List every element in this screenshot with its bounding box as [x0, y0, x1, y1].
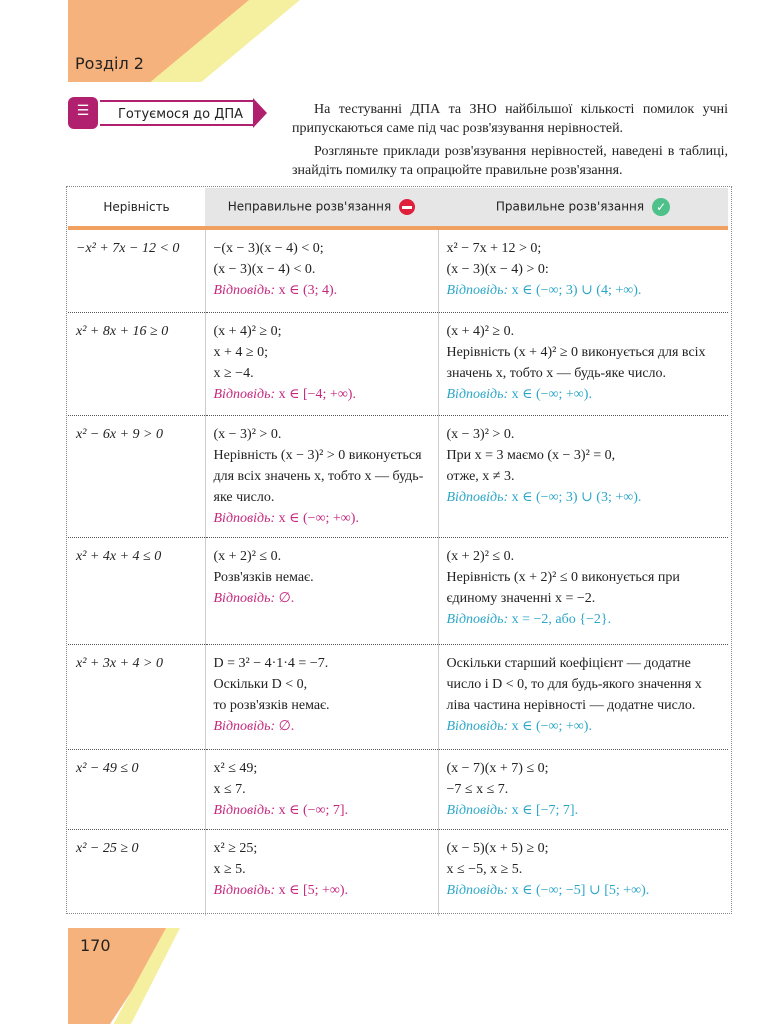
- inequalities-table: [68, 188, 728, 916]
- solution-line: −7 ≤ x ≤ 7.: [446, 781, 509, 797]
- answer-label: Відповідь:: [446, 283, 509, 298]
- right-cell: [438, 749, 728, 829]
- right-cell: [438, 228, 728, 312]
- table-row: [68, 415, 728, 537]
- right-cell: [438, 537, 728, 644]
- solution-line: Оскільки старший коефіцієнт — додатне число і D < 0, то для будь-якого значення x ліва частина нерівності — додатне число.: [446, 655, 702, 713]
- wrong-cell: [205, 312, 438, 415]
- wrong-answer: [214, 716, 430, 737]
- answer-value: x ∈ (−∞; 7].: [278, 802, 349, 818]
- solution-line: x ≤ 7.: [213, 781, 246, 797]
- dpa-label: Готуємося до ДПА: [100, 100, 255, 126]
- answer-value: x ∈ (−∞; +∞).: [278, 510, 359, 526]
- solution-line: Розв'язків немає.: [213, 569, 314, 585]
- inequality-cell: [68, 312, 205, 415]
- answer-value: x ∈ [5; +∞).: [278, 882, 349, 898]
- wrong-answer: [214, 880, 430, 901]
- answer-value: ∅.: [278, 718, 295, 734]
- books-icon: ☰: [76, 104, 90, 119]
- inequality-cell: [68, 537, 205, 644]
- wrong-cell: [205, 644, 438, 749]
- arrow-icon: [253, 98, 267, 128]
- solution-line: Нерівність (x − 3)² > 0 виконується для всіх значень x, тобто x — будь-яке число.: [213, 447, 424, 505]
- intro-text: [292, 100, 728, 184]
- right-answer: [447, 487, 721, 508]
- answer-value: x ∈ (−∞; +∞).: [511, 718, 592, 734]
- books-badge: [68, 97, 98, 129]
- answer-value: x ∈ (−∞; 3) ∪ (4; +∞).: [511, 283, 642, 298]
- inequality-cell: [68, 228, 205, 312]
- solution-line: (x + 4)² ≥ 0;: [213, 323, 282, 339]
- answer-value: x ∈ (−∞; +∞).: [511, 386, 592, 402]
- solution-line: x² ≥ 25;: [213, 840, 258, 856]
- answer-label: Відповідь:: [446, 718, 509, 734]
- wrong-cell: [205, 415, 438, 537]
- inequality-cell: [68, 644, 205, 749]
- solution-line: то розв'язків немає.: [213, 697, 330, 713]
- solution-line: x² − 7x + 12 > 0;: [446, 241, 542, 256]
- answer-label: Відповідь:: [213, 283, 276, 298]
- solution-line: (x − 5)(x + 5) ≥ 0;: [446, 840, 549, 856]
- table-row: [68, 749, 728, 829]
- right-cell: [438, 829, 728, 916]
- wrong-cell: [205, 537, 438, 644]
- wrong-cell: [205, 228, 438, 312]
- answer-label: Відповідь:: [446, 611, 509, 627]
- inequality: x² − 49 ≤ 0: [76, 760, 139, 776]
- solution-line: x + 4 ≥ 0;: [213, 344, 268, 360]
- answer-label: Відповідь:: [213, 510, 276, 526]
- header-text: Правильне розв'язання: [495, 199, 645, 214]
- inequality-cell: [68, 829, 205, 916]
- solution-line: (x − 3)(x − 4) > 0:: [446, 262, 549, 277]
- section-title: Розділ 2: [75, 54, 144, 73]
- right-answer: [447, 800, 721, 821]
- solution-line: (x + 2)² ≤ 0.: [446, 548, 515, 564]
- right-answer: [447, 716, 721, 737]
- table-row: [68, 644, 728, 749]
- solution-line: (x + 2)² ≤ 0.: [213, 548, 282, 564]
- right-cell: [438, 415, 728, 537]
- inequality: −x² + 7x − 12 < 0: [76, 241, 180, 256]
- answer-label: Відповідь:: [213, 802, 276, 818]
- header-wrong: [205, 188, 438, 228]
- inequality: x² − 6x + 9 > 0: [76, 426, 163, 442]
- answer-label: Відповідь:: [446, 489, 509, 505]
- solution-line: (x − 3)(x − 4) < 0.: [213, 262, 316, 277]
- solution-line: Оскільки D < 0,: [213, 676, 308, 692]
- solution-line: отже, x ≠ 3.: [446, 468, 515, 484]
- inequality: x² + 3x + 4 > 0: [76, 655, 163, 671]
- inequality: x² − 25 ≥ 0: [76, 840, 139, 856]
- right-answer: [447, 609, 721, 630]
- answer-value: x ∈ (−∞; 3) ∪ (3; +∞).: [511, 489, 642, 505]
- wrong-answer: [214, 280, 430, 301]
- inequality-cell: [68, 415, 205, 537]
- wrong-cell: [205, 749, 438, 829]
- right-answer: [447, 384, 721, 405]
- wrong-answer: [214, 508, 430, 529]
- right-answer: [447, 280, 721, 301]
- answer-value: x ∈ [−4; +∞).: [278, 386, 356, 402]
- right-cell: [438, 312, 728, 415]
- solution-line: x² ≤ 49;: [213, 760, 258, 776]
- answer-label: Відповідь:: [213, 718, 276, 734]
- right-cell: [438, 644, 728, 749]
- table-row: [68, 537, 728, 644]
- table-row: [68, 829, 728, 916]
- right-answer: [447, 880, 721, 901]
- table-row: [68, 228, 728, 312]
- solution-line: Нерівність (x + 4)² ≥ 0 виконується для всіх значень x, тобто x — будь-яке число.: [446, 344, 706, 381]
- header-text: Неправильне розв'язання: [227, 199, 392, 214]
- answer-label: Відповідь:: [446, 386, 509, 402]
- intro-paragraph: Розгляньте приклади розв'язування нерівностей, наведені в таблиці, знайдіть помилку та опрацюйте правильне розв'язання.: [292, 144, 728, 178]
- answer-label: Відповідь:: [213, 590, 276, 606]
- stop-icon: [399, 199, 415, 215]
- table-row: [68, 312, 728, 415]
- page-number: 170: [80, 936, 111, 955]
- check-icon: ✓: [652, 198, 670, 216]
- solution-line: (x − 3)² > 0.: [446, 426, 515, 442]
- header-right: [438, 188, 728, 228]
- answer-value: x ∈ (3; 4).: [278, 283, 338, 298]
- answer-value: x ∈ (−∞; −5] ∪ [5; +∞).: [511, 882, 650, 898]
- intro-paragraph: На тестуванні ДПА та ЗНО найбільшої кількості помилок учні припускаються саме під час розв'язування нерівностей.: [292, 102, 728, 136]
- answer-value: x = −2, або {−2}.: [511, 611, 612, 627]
- solution-line: Нерівність (x + 2)² ≤ 0 виконується при єдиному значенні x = −2.: [446, 569, 680, 606]
- solution-line: (x − 7)(x + 7) ≤ 0;: [446, 760, 549, 776]
- header-text: Нерівність: [103, 200, 170, 214]
- inequality-cell: [68, 749, 205, 829]
- solution-line: x ≤ −5, x ≥ 5.: [446, 861, 523, 877]
- answer-label: Відповідь:: [213, 882, 276, 898]
- wrong-cell: [205, 829, 438, 916]
- header-inequality: [68, 188, 205, 228]
- answer-value: x ∈ [−7; 7].: [511, 802, 579, 818]
- solution-line: x ≥ 5.: [213, 861, 246, 877]
- answer-label: Відповідь:: [446, 882, 509, 898]
- answer-value: ∅.: [278, 590, 295, 606]
- inequality: x² + 8x + 16 ≥ 0: [76, 323, 169, 339]
- inequality: x² + 4x + 4 ≤ 0: [76, 548, 162, 564]
- wrong-answer: [214, 588, 430, 609]
- answer-label: Відповідь:: [213, 386, 276, 402]
- wrong-answer: [214, 384, 430, 405]
- solution-line: D = 3² − 4·1·4 = −7.: [213, 655, 329, 671]
- answer-label: Відповідь:: [446, 802, 509, 818]
- wrong-answer: [214, 800, 430, 821]
- solution-line: При x = 3 маємо (x − 3)² = 0,: [446, 447, 616, 463]
- solution-line: (x + 4)² ≥ 0.: [446, 323, 515, 339]
- solution-line: (x − 3)² > 0.: [213, 426, 282, 442]
- solution-line: x ≥ −4.: [213, 365, 254, 381]
- solution-line: −(x − 3)(x − 4) < 0;: [213, 241, 324, 256]
